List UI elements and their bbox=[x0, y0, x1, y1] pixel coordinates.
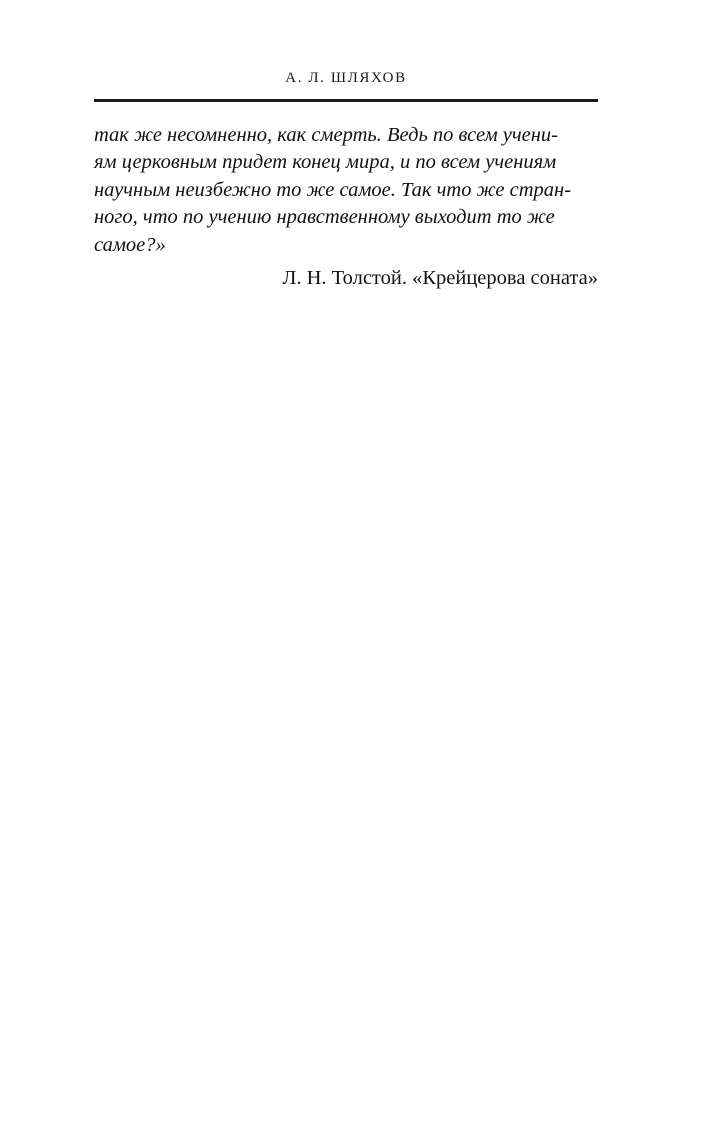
page-content bbox=[94, 70, 598, 293]
running-head-author: А. Л. ШЛЯХОВ bbox=[285, 70, 407, 86]
epigraph-line: так же несомненно, как смерть. Ведь по всем учени- bbox=[94, 123, 559, 146]
epigraph-line: самое?» bbox=[94, 233, 166, 256]
epigraph-line: научным неизбежно то же самое. Так что же стран- bbox=[94, 178, 572, 201]
epigraph-line: ного, что по учению нравственному выходит то же bbox=[94, 206, 555, 228]
header-rule bbox=[94, 99, 598, 102]
epigraph-attribution: Л. Н. Толстой. «Крейцерова соната» bbox=[282, 267, 598, 289]
epigraph-line: ям церковным придет конец мира, и по всем учениям bbox=[94, 151, 557, 173]
epigraph-text bbox=[94, 122, 598, 260]
